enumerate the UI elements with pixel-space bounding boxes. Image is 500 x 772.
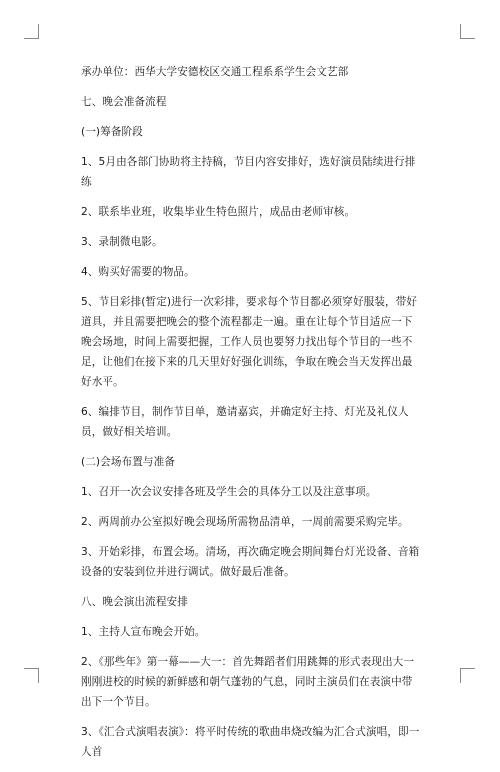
list-item: 1、5月由各部门协助将主持稿，节目内容安排好，选好演员陆续进行排练 xyxy=(81,156,416,188)
list-item: 4、购买好需要的物品。 xyxy=(81,266,195,278)
organizer-line: 承办单位：西华大学安德校区交通工程系系学生会文艺部 xyxy=(81,66,349,78)
list-item: 3、《汇合式演唱表演》：将平时传统的歌曲串烧改编为汇合式演唱，即一人首 xyxy=(81,726,420,758)
subsection-heading-venue: (二)会场布置与准备 xyxy=(81,456,176,468)
crop-mark-bottom-right xyxy=(460,668,475,683)
crop-mark-top-right xyxy=(460,24,475,39)
list-item: 2、两周前办公室拟好晚会现场所需物品清单，一周前需要采购完毕。 xyxy=(81,516,409,528)
section-heading-preparation: 七、晚会准备流程 xyxy=(81,96,167,108)
section-heading-program: 八、晚会演出流程安排 xyxy=(81,596,188,608)
list-item: 2、联系毕业班，收集毕业生特色照片，成品由老师审核。 xyxy=(81,206,356,218)
subsection-heading-planning: (一)筹备阶段 xyxy=(81,126,143,138)
crop-mark-top-left xyxy=(24,24,39,39)
crop-mark-bottom-left xyxy=(24,668,39,683)
list-item: 3、开始彩排，布置会场。清场，再次确定晚会期间舞台灯光设备、音箱设备的安装到位并进行调试。做好最后准备。 xyxy=(81,546,420,578)
list-item: 1、召开一次会议安排各班及学生会的具体分工以及注意事项。 xyxy=(81,486,377,498)
list-item: 5、节目彩排(暂定)进行一次彩排，要求每个节目都必须穿好服装，带好道具，并且需要把晚会的整个流程都走一遍。重在让每个节目适应一下晚会场地，时间上需要把握，工作人员也要努力找出每个节目的一些不足，让他们在接下来的几天里好好强化训练，争取在晚会当天发挥出最好水平。 xyxy=(81,296,418,388)
document-body xyxy=(81,62,421,772)
list-item: 1、主持人宣布晚会开始。 xyxy=(81,626,206,638)
list-item: 6、编排节目，制作节目单，邀请嘉宾，并确定好主持、灯光及礼仪人员，做好相关培训。 xyxy=(81,406,409,438)
list-item: 3、录制微电影。 xyxy=(81,236,163,248)
list-item: 2、《那些年》第一幕——大一：首先舞蹈者们用跳舞的形式表现出大一刚刚进校的时候的新鲜感和朝气蓬勃的气息，同时主演员们在表演中带出下一个节目。 xyxy=(81,656,415,708)
